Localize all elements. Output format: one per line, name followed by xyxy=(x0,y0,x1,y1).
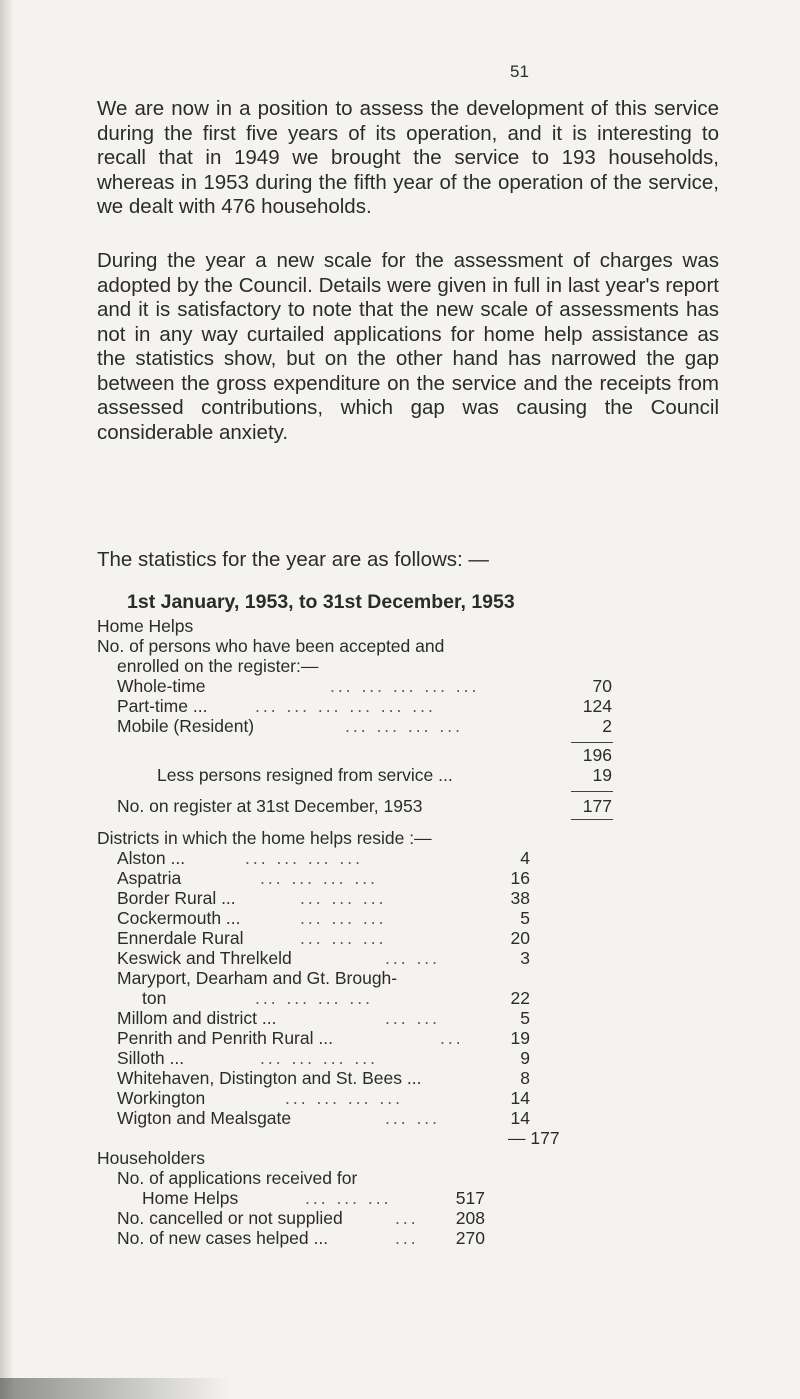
statistics-heading: 1st January, 1953, to 31st December, 1953 xyxy=(127,591,515,613)
home-helps-intro-line1: No. of persons who have been accepted and xyxy=(97,636,445,656)
householders-title: Householders xyxy=(97,1148,205,1168)
district-border-rural-label: Border Rural ... xyxy=(117,888,236,908)
leader-dots: ... xyxy=(395,1208,419,1228)
district-ennerdale-value: 20 xyxy=(510,928,530,948)
district-whitehaven-value: 8 xyxy=(520,1068,530,1088)
district-alston-value: 4 xyxy=(520,848,530,868)
scan-smudge xyxy=(0,1378,230,1399)
district-maryport-continued: ton xyxy=(142,988,167,1008)
district-penrith-label: Penrith and Penrith Rural ... xyxy=(117,1028,333,1048)
district-border-rural-value: 38 xyxy=(510,888,530,908)
new-cases-value: 270 xyxy=(455,1228,485,1248)
leader-dots: ... ... ... ... xyxy=(345,716,463,736)
district-ennerdale-label: Ennerdale Rural xyxy=(117,928,244,948)
whole-time-value: 70 xyxy=(592,676,612,696)
resigned-value: 19 xyxy=(592,765,612,785)
page-edge-shadow xyxy=(0,0,14,1399)
district-silloth-value: 9 xyxy=(520,1048,530,1068)
new-cases-label: No. of new cases helped ... xyxy=(117,1228,329,1248)
leader-dots: ... xyxy=(395,1228,419,1248)
district-alston-label: Alston ... xyxy=(117,848,186,868)
district-penrith-value: 19 xyxy=(510,1028,530,1048)
district-maryport-value: 22 xyxy=(510,988,530,1008)
paragraph-statistics-intro: The statistics for the year are as follows: — xyxy=(97,548,489,571)
register-underline xyxy=(571,819,613,820)
home-helps-title: Home Helps xyxy=(97,616,194,636)
register-rule xyxy=(571,791,613,792)
leader-dots: ... ... xyxy=(385,948,441,968)
page-number: 51 xyxy=(510,62,529,81)
leader-dots: ... ... ... ... xyxy=(285,1088,403,1108)
register-label: No. on register at 31st December, 1953 xyxy=(117,796,423,816)
applications-label: Home Helps xyxy=(142,1188,239,1208)
district-cockermouth-value: 5 xyxy=(520,908,530,928)
cancelled-value: 208 xyxy=(455,1208,485,1228)
paragraph-assessment-scale: During the year a new scale for the assessment of charges was adopted by the Council. Details were given in full in last year's report and it is satisfactory to note that the new scale of assessments has not in any way curtailed applications for home help assistance as the statistics show, but on the other hand has narrowed the gap between the gross expenditure on the service and the receipts from assessed contributions, which gap was causing the Council considerable anxiety. xyxy=(97,249,719,444)
part-time-label: Part-time ... xyxy=(117,696,208,716)
district-workington-value: 14 xyxy=(510,1088,530,1108)
mobile-resident-label: Mobile (Resident) xyxy=(117,716,255,736)
leader-dots: ... ... ... xyxy=(300,928,387,948)
subtotal-rule xyxy=(571,742,613,743)
leader-dots: ... ... ... ... ... xyxy=(330,676,480,696)
part-time-value: 124 xyxy=(582,696,612,716)
leader-dots: ... ... ... ... xyxy=(260,868,378,888)
leader-dots: ... ... ... ... xyxy=(260,1048,378,1068)
paragraph-development: We are now in a position to assess the development of this service during the first five years of its operation, and it is interesting to recall that in 1949 we brought the service to 193 households, whereas in 1953 during the fifth year of the operation of the service, we dealt with 476 households. xyxy=(97,97,719,218)
districts-title: Districts in which the home helps reside :— xyxy=(97,828,432,848)
district-cockermouth-label: Cockermouth ... xyxy=(117,908,241,928)
home-helps-intro-line2: enrolled on the register:— xyxy=(117,656,319,676)
leader-dots: ... ... ... ... ... ... xyxy=(255,696,436,716)
leader-dots: ... ... ... xyxy=(305,1188,392,1208)
leader-dots: ... ... ... xyxy=(300,888,387,908)
district-silloth-label: Silloth ... xyxy=(117,1048,185,1068)
district-keswick-label: Keswick and Threlkeld xyxy=(117,948,292,968)
leader-dots: ... ... xyxy=(385,1108,441,1128)
district-keswick-value: 3 xyxy=(520,948,530,968)
district-workington-label: Workington xyxy=(117,1088,206,1108)
leader-dots: ... ... ... ... xyxy=(245,848,363,868)
applications-line1: No. of applications received for xyxy=(117,1168,358,1188)
district-millom-value: 5 xyxy=(520,1008,530,1028)
district-aspatria-label: Aspatria xyxy=(117,868,182,888)
district-wigton-value: 14 xyxy=(510,1108,530,1128)
cancelled-label: No. cancelled or not supplied xyxy=(117,1208,343,1228)
district-millom-label: Millom and district ... xyxy=(117,1008,277,1028)
leader-dots: ... ... ... xyxy=(300,908,387,928)
subtotal-value: 196 xyxy=(582,745,612,765)
leader-dots: ... ... xyxy=(385,1008,441,1028)
resigned-label: Less persons resigned from service ... xyxy=(157,765,453,785)
leader-dots: ... xyxy=(440,1028,464,1048)
leader-dots: ... ... ... ... xyxy=(255,988,373,1008)
applications-value: 517 xyxy=(455,1188,485,1208)
mobile-resident-value: 2 xyxy=(602,716,612,736)
register-value: 177 xyxy=(582,796,612,816)
whole-time-label: Whole-time xyxy=(117,676,206,696)
district-wigton-label: Wigton and Mealsgate xyxy=(117,1108,292,1128)
district-maryport-label: Maryport, Dearham and Gt. Brough- xyxy=(117,968,398,988)
districts-total: — 177 xyxy=(508,1128,560,1148)
district-aspatria-value: 16 xyxy=(510,868,530,888)
district-whitehaven-label: Whitehaven, Distington and St. Bees ... xyxy=(117,1068,422,1088)
